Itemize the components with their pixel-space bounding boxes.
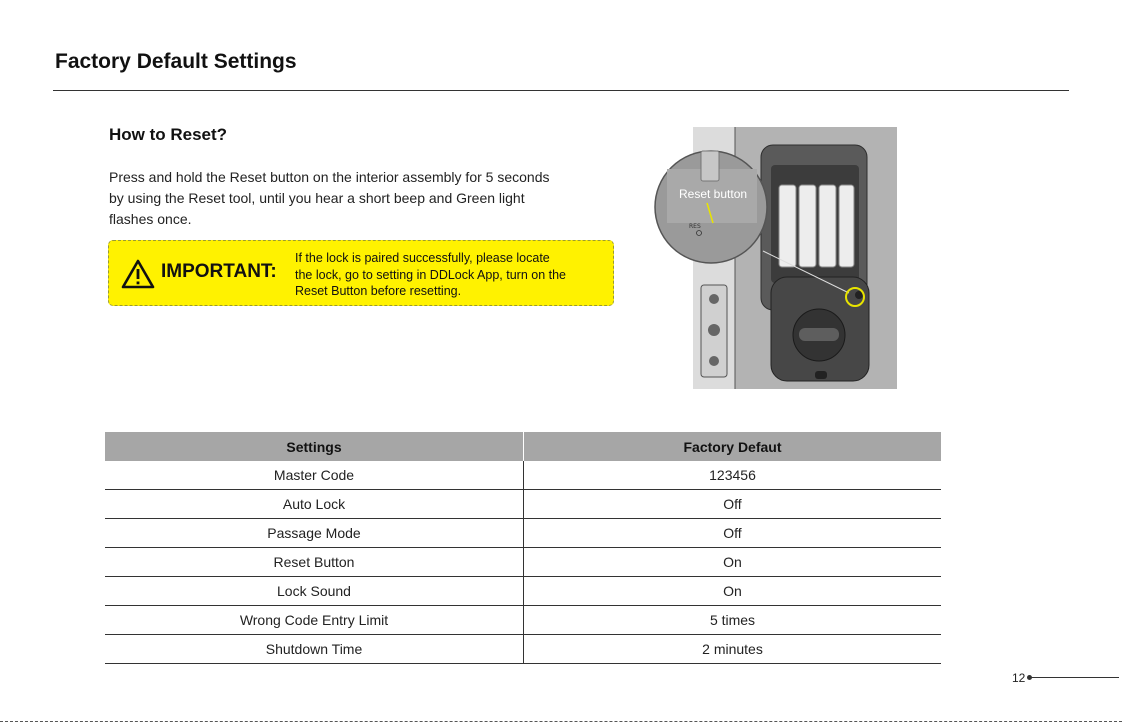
setting-default: On — [524, 548, 942, 577]
setting-default: Off — [524, 490, 942, 519]
header-factory-default: Factory Defaut — [524, 432, 942, 461]
setting-default: On — [524, 577, 942, 606]
section-heading: How to Reset? — [109, 125, 228, 144]
factory-settings-table — [105, 432, 941, 664]
table-row — [105, 461, 941, 490]
setting-name: Lock Sound — [105, 577, 524, 606]
warning-triangle-icon — [121, 259, 155, 289]
important-line: the lock, go to setting in DDLock App, turn on the — [295, 267, 566, 282]
svg-text:RES: RES — [689, 223, 701, 230]
setting-name: Wrong Code Entry Limit — [105, 606, 524, 635]
important-text — [295, 250, 613, 300]
important-line: Reset Button before resetting. — [295, 284, 462, 298]
setting-default: 2 minutes — [524, 635, 942, 664]
important-label: IMPORTANT: — [161, 261, 277, 282]
setting-default: 5 times — [524, 606, 942, 635]
lock-illustration — [653, 127, 897, 390]
reset-instructions — [109, 167, 609, 230]
setting-name: Master Code — [105, 461, 524, 490]
table-row — [105, 577, 941, 606]
important-line: If the lock is paired successfully, please locate — [295, 251, 550, 265]
instruction-line: Press and hold the Reset button on the interior assembly for 5 seconds — [109, 169, 550, 185]
table-row — [105, 548, 941, 577]
important-notice — [108, 240, 614, 306]
setting-default: 123456 — [524, 461, 942, 490]
setting-default: Off — [524, 519, 942, 548]
title-divider — [53, 90, 1069, 91]
table-row — [105, 490, 941, 519]
table-row — [105, 519, 941, 548]
reset-button-callout: Reset button — [679, 187, 748, 201]
page-bottom-divider — [0, 721, 1122, 722]
setting-name: Reset Button — [105, 548, 524, 577]
setting-name: Shutdown Time — [105, 635, 524, 664]
lock-reset-illustration — [653, 127, 897, 390]
table-header-row — [105, 432, 941, 461]
page-title: Factory Default Settings — [55, 50, 297, 73]
instruction-line: by using the Reset tool, until you hear a short beep and Green light — [109, 190, 525, 206]
page-number-rule — [1030, 677, 1119, 678]
setting-name: Auto Lock — [105, 490, 524, 519]
header-settings: Settings — [105, 432, 524, 461]
instruction-line: flashes once. — [109, 211, 192, 227]
setting-name: Passage Mode — [105, 519, 524, 548]
table-row — [105, 635, 941, 664]
table-row — [105, 606, 941, 635]
page-number: 12 — [1012, 671, 1026, 685]
